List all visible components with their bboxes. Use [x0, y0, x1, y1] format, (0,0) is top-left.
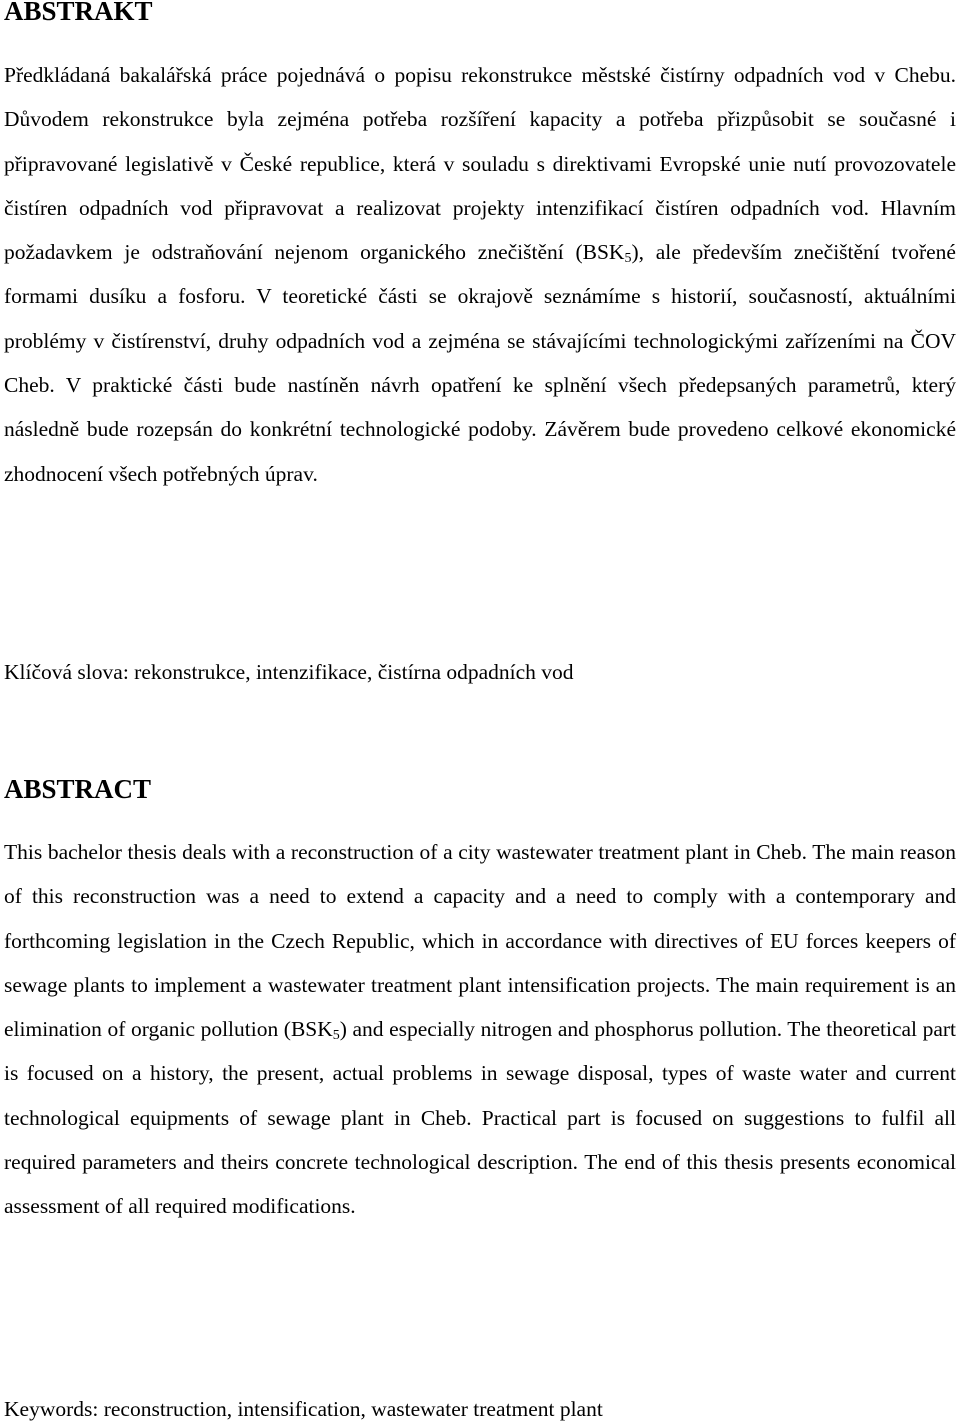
czech-body-subscript: 5	[624, 251, 632, 267]
czech-abstract-title: ABSTRAKT	[4, 0, 153, 26]
english-abstract-title: ABSTRACT	[4, 774, 152, 804]
english-abstract-body	[4, 830, 956, 1229]
czech-body-text-part2: ), ale především znečištění tvořené formami dusíku a fosforu. V teoretické části se okrajově seznámíme s historií, současností, aktuálními problémy v čistírenství, druhy odpadních vod a zejména se stávajícími technologickými zařízeními na ČOV Cheb. V praktické části bude nastíněn návrh opatření ke splnění všech předepsaných parametrů, který následně bude rozepsán do konkrétní technologické podoby. Závěrem bude provedeno celkové ekonomické zhodnocení všech potřebných úprav.	[4, 240, 956, 486]
czech-body-text-part1: Předkládaná bakalářská práce pojednává o popisu rekonstrukce městské čistírny odpadních vod v Chebu. Důvodem rekonstrukce byla zejména potřeba rozšíření kapacity a potřeba přizpůsobit se současné i připravované legislativě v České republice, která v souladu s direktivami Evropské unie nutí provozovatele čistíren odpadních vod připravovat a realizovat projekty intenzifikací čistíren odpadních vod. Hlavním požadavkem je odstraňování nejenom organického znečištění (BSK	[4, 63, 956, 265]
english-keywords: Keywords: reconstruction, intensification, wastewater treatment plant	[4, 1397, 603, 1421]
english-body-text-part2: ) and especially nitrogen and phosphorus pollution. The theoretical part is focused on a history, the present, actual problems in sewage disposal, types of waste water and current technological equipments of sewage plant in Cheb. Practical part is focused on suggestions to fulfil all required parameters and theirs concrete technological description. The end of this thesis presents economical assessment of all required modifications.	[4, 1017, 957, 1219]
czech-keywords: Klíčová slova: rekonstrukce, intenzifikace, čistírna odpadních vod	[4, 660, 574, 684]
english-body-text-part1: This bachelor thesis deals with a reconstruction of a city wastewater treatment plant in Cheb. The main reason of this reconstruction was a need to extend a capacity and a need to comply with a contemporary and forthcoming legislation in the Czech Republic, which in accordance with directives of EU forces keepers of sewage plants to implement a wastewater treatment plant intensification projects. The main requirement is an elimination of organic pollution (BSK	[4, 840, 956, 1042]
czech-abstract-body	[4, 53, 956, 496]
english-body-subscript: 5	[332, 1028, 340, 1044]
